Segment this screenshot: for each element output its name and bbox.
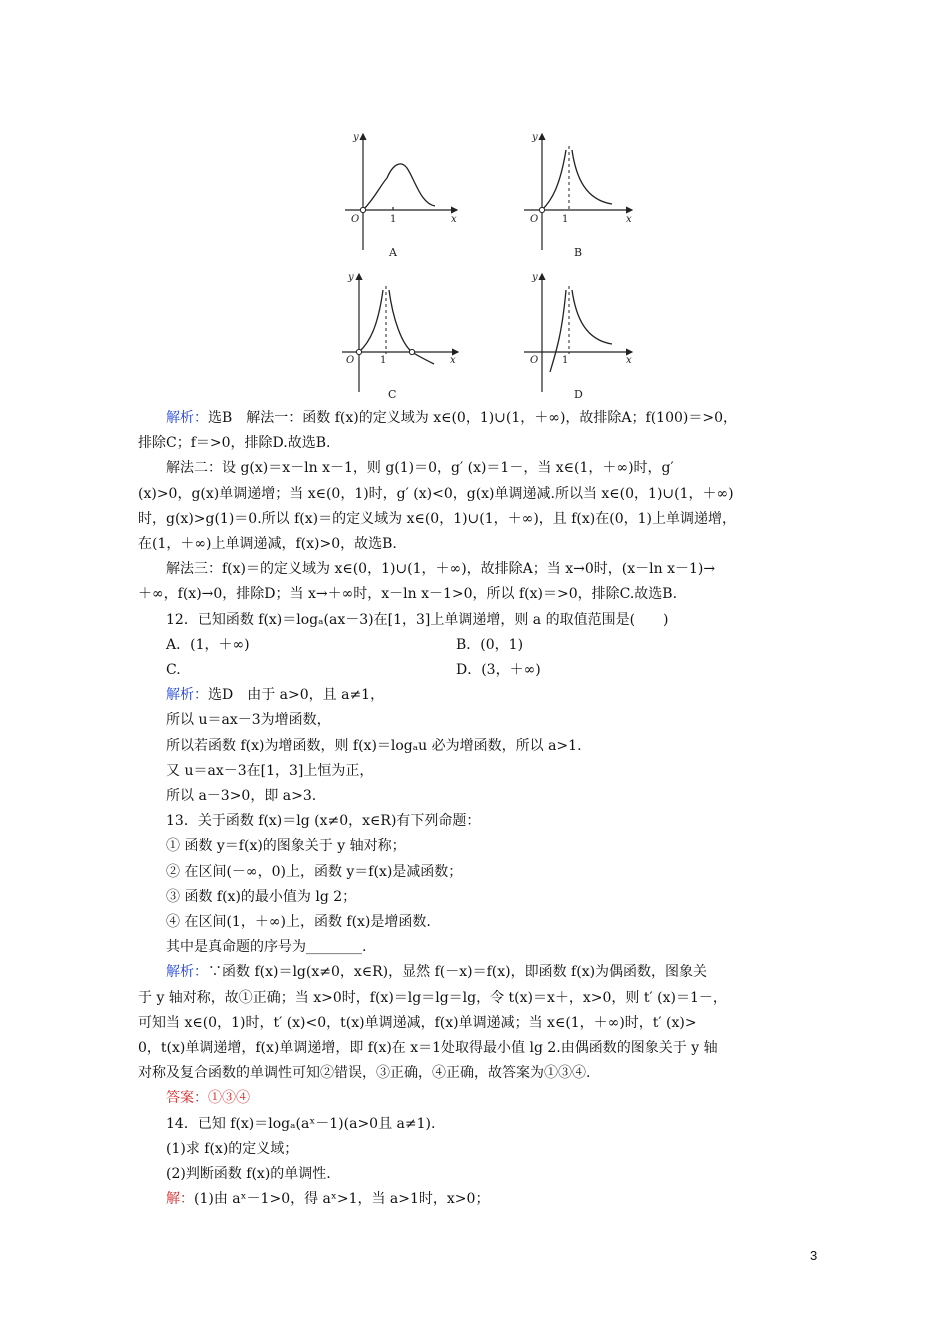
q13-proposition: ④ 在区间(1，＋∞)上，函数 f(x)是增函数. <box>166 914 431 931</box>
q12-stem: 12．已知函数 f(x)＝logₐ(ax－3)在[1，3]上单调递增，则 a 的取值范围是( ) <box>166 611 669 628</box>
graph-c <box>330 268 465 403</box>
q11-method2-line: 解法二：设 g(x)＝x－ln x－1，则 g(1)＝0，g′ (x)＝1－，当 x∈(1，＋∞)时，g′ <box>166 460 674 477</box>
caption-a: A <box>389 246 397 259</box>
x-axis-label: x <box>450 355 456 366</box>
q12-solution-line: 解析：选D 由于 a>0，且 a≠1， <box>166 687 385 704</box>
curve-b-left <box>542 150 566 210</box>
caption-b: B <box>574 246 583 259</box>
q11-solution-line: 排除C；f＝>0，排除D.故选B. <box>138 435 331 452</box>
q14-part: (2)判断函数 f(x)的单调性. <box>166 1166 331 1183</box>
q12-solution-line: 又 u＝ax－3在[1，3]上恒为正， <box>166 762 374 779</box>
q13-solution-line: 解析：∵函数 f(x)＝lg(x≠0，x∈R)，显然 f(－x)＝f(x)，即函数 f(x)为偶函数，图象关 <box>166 964 708 981</box>
tick-label: 1 <box>390 214 397 225</box>
q12-option-a: A．(1，＋∞) <box>166 636 250 653</box>
q13-proposition: ② 在区间(－∞，0)上，函数 y＝f(x)是减函数； <box>166 863 463 880</box>
q14-solution-line: 解：(1)由 aˣ－1>0，得 aˣ>1，当 a>1时，x>0； <box>166 1191 490 1208</box>
caption-d: D <box>574 388 583 401</box>
y-axis-label: y <box>348 272 354 283</box>
jiexi-tag: 解析： <box>166 964 208 981</box>
q11-method3-line: ＋∞，f(x)→0，排除D；当 x→＋∞时，x－ln x－1>0，所以 f(x)＝>0，排除C.故选B. <box>138 586 678 603</box>
q12-option-b: B．(0，1) <box>456 636 524 653</box>
hollow-point-origin <box>360 207 365 212</box>
q12-solution-line: 所以 a－3>0，即 a>3. <box>166 788 317 805</box>
q13-solution-line: 于 y 轴对称，故①正确；当 x>0时，f(x)＝lg＝lg＝lg，令 t(x)＝x＋，x>0，则 t′ (x)＝1－， <box>138 989 727 1006</box>
q13-proposition: ③ 函数 f(x)的最小值为 lg 2； <box>166 888 357 905</box>
caption-c: C <box>388 388 397 401</box>
q13-answer <box>138 1086 828 1111</box>
q14-stem: 14．已知 f(x)＝logₐ(aˣ－1)(a>0且 a≠1). <box>166 1115 436 1132</box>
origin-label: O <box>346 355 355 366</box>
q12-solution-line: 所以若函数 f(x)为增函数，则 f(x)＝logₐu 必为增函数，所以 a>1. <box>166 737 582 754</box>
curve-a <box>363 164 435 210</box>
q14-part: (1)求 f(x)的定义域； <box>166 1140 299 1157</box>
tick-label: 1 <box>380 355 387 366</box>
x-axis-label: x <box>626 355 632 366</box>
q13-solution-line: 对称及复合函数的单调性可知②错误，③正确，④正确，故答案为①③④. <box>138 1065 591 1082</box>
y-axis-label: y <box>532 272 538 283</box>
y-axis-label: y <box>532 132 538 143</box>
tick-label: 1 <box>562 214 569 225</box>
options-figure <box>0 0 950 400</box>
q11-method2-line: 在(1，＋∞)上单调递减，f(x)>0，故选B. <box>138 536 397 553</box>
q13-question: 其中是真命题的序号为________. <box>166 939 367 956</box>
answer-tag: 答案： <box>166 1090 208 1107</box>
q13-solution-line: 0，t(x)单调递增，f(x)单调递增，即 f(x)在 x＝1处取得最小值 lg 2.由偶函数的图象关于 y 轴 <box>138 1040 718 1057</box>
q11-method2-line: (x)>0，g(x)单调递增；当 x∈(0，1)时，g′ (x)<0，g(x)单调递减.所以当 x∈(0，1)∪(1，＋∞) <box>138 485 734 502</box>
origin-label: O <box>530 214 539 225</box>
jiexi-tag: 解析： <box>166 687 208 704</box>
tick-label: 1 <box>562 355 569 366</box>
q13-solution-line: 可知当 x∈(0，1)时，t′ (x)<0，t(x)单调递减，f(x)单调递减；当 x∈(1，＋∞)时，t′ (x)> <box>138 1014 697 1031</box>
q12-option-d: D．(3，＋∞) <box>456 662 541 679</box>
solution-tag: 解： <box>166 1191 194 1208</box>
q12-options-row <box>138 633 828 658</box>
jiexi-tag: 解析： <box>166 410 208 426</box>
origin-label: O <box>530 355 539 366</box>
page-number: 3 <box>810 1248 818 1263</box>
graph-b <box>520 128 650 263</box>
graph-a <box>335 128 465 263</box>
answer-value: ①③④ <box>208 1090 250 1107</box>
x-axis-label: x <box>626 214 632 225</box>
q13-proposition: ① 函数 y＝f(x)的图象关于 y 轴对称； <box>166 838 406 855</box>
q13-stem: 13．关于函数 f(x)＝lg (x≠0，x∈R)有下列命题： <box>166 813 481 830</box>
origin-label: O <box>351 214 360 225</box>
q12-options-row <box>138 658 828 683</box>
document-body <box>138 406 828 1213</box>
q11-solution-line: 解析：选B 解法一：函数 f(x)的定义域为 x∈(0，1)∪(1，＋∞)，故排除A；f(100)＝>0， <box>166 410 737 426</box>
graph-d <box>520 268 650 403</box>
q12-option-c: C. <box>166 662 181 679</box>
hollow-point-x-intercept <box>409 349 414 354</box>
curve-b-right <box>572 150 612 204</box>
y-axis-label: y <box>353 132 359 143</box>
q12-solution-line: 所以 u＝ax－3为增函数， <box>166 712 331 729</box>
q11-method2-line: 时，g(x)>g(1)＝0.所以 f(x)＝的定义域为 x∈(0，1)∪(1，＋∞)，且 f(x)在(0，1)上单调递增， <box>138 510 736 527</box>
x-axis-label: x <box>451 214 457 225</box>
q11-method3-line: 解法三：f(x)＝的定义域为 x∈(0，1)∪(1，＋∞)，故排除A；当 x→0时，(x－ln x－1)→ <box>166 561 716 578</box>
